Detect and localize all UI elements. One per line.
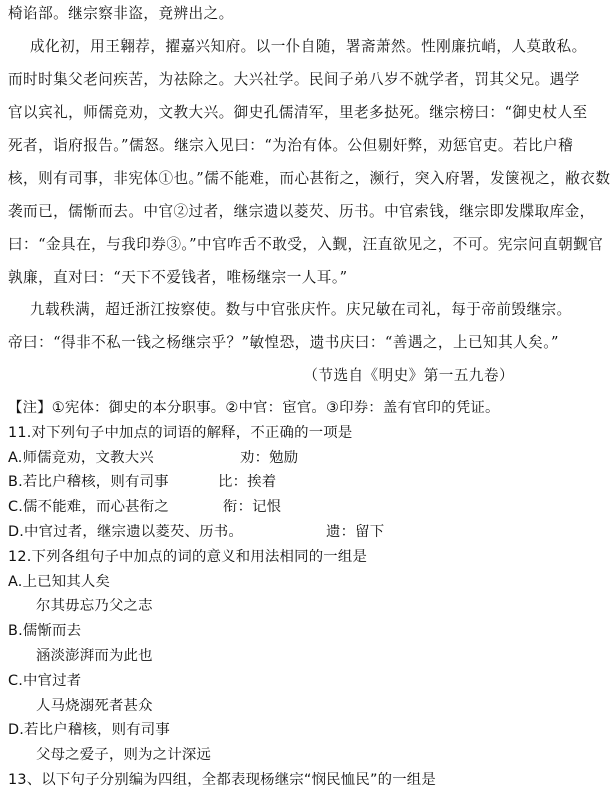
passage-line: 官以宾礼，师儒竞劝，文教大兴。御史孔儒清军，里老多挞死。继宗榜曰：“御史杖人至 [8, 104, 588, 121]
passage-line: 核，则有司事，非宪体①也。”儒不能难，而心甚衔之，濒行，突入府署，发箧视之，敝衣数 [8, 170, 610, 187]
question-11-option-c [8, 497, 544, 517]
question-11-stem: 11.对下列句子中加点的词语的解释，不正确的一项是 [8, 425, 353, 441]
passage-line: 椅谄部。继宗察非盗，竟辨出之。 [8, 5, 234, 22]
question-12-option-d: D.若比户稽核，则有司事 [8, 722, 170, 738]
option-text: D.中官过者，继宗遗以菱芡、历书。 [8, 524, 243, 540]
question-13-stem: 13、以下句子分别编为四组，全都表现杨继宗“悯民恤民”的一组是 [8, 772, 436, 788]
option-gloss: 比：挨着 [218, 474, 277, 490]
question-12-stem: 12.下列各组句子中加点的词的意义和用法相同的一组是 [8, 549, 368, 565]
option-text: C.儒不能难，而心甚衔之 [8, 499, 169, 515]
question-12-option-c-pair: 人马烧溺死者甚众 [36, 698, 153, 714]
footnote: 【注】①宪体：御史的本分职事。②中官：宦官。③印券：盖有官印的凭证。 [8, 400, 500, 416]
question-12-option-c: C.中官过者 [8, 673, 82, 689]
passage-line: 袭而已，儒惭而去。中官②过者，继宗遗以菱芡、历书。中官索钱，继宗即发牒取库金， [8, 203, 595, 220]
passage-line: 孰廉，直对曰：“天下不爱钱者，唯杨继宗一人耳。” [8, 269, 348, 286]
passage-line: 成化初，用王翱荐，擢嘉兴知府。以一仆自随，署斋萧然。性刚廉抗峭，人莫敢私。 [30, 38, 587, 55]
question-12-option-a-pair: 尔其毋忘乃父之志 [36, 598, 153, 614]
question-12-option-b: B.儒惭而去 [8, 623, 82, 639]
question-11-option-a [8, 448, 544, 468]
option-gloss: 衔：记恨 [223, 499, 282, 515]
question-12-option-d-pair: 父母之爱子，则为之计深远 [36, 747, 212, 763]
option-text: B.若比户稽核，则有司事 [8, 474, 169, 490]
passage-line: 九载秩满，超迁浙江按察使。数与中官张庆忤。庆兄敏在司礼，每于帝前毁继宗。 [30, 301, 572, 318]
option-text: A.师儒竞劝，文教大兴 [8, 450, 154, 466]
question-12-option-a: A.上已知其人矣 [8, 574, 111, 590]
option-gloss: 遗：留下 [326, 524, 385, 540]
source-citation: （节选自《明史》第一五九卷） [303, 367, 514, 384]
question-12-option-b-pair: 涵淡澎湃而为此也 [36, 648, 153, 664]
question-11-option-d [8, 522, 544, 542]
passage-line: 曰：“金具在，与我印券③。”中官咋舌不敢受，入觐，汪直欲见之，不可。宪宗问直朝觐官 [8, 236, 604, 253]
passage-line: 死者，诣府报告。”儒怒。继宗入见曰：“为治有体。公但剔奸弊，劝惩官吏。若比户稽 [8, 137, 574, 154]
passage-line: 而时时集父老问疾苦，为祛除之。大兴社学。民间子弟八岁不就学者，罚其父兄。遇学 [8, 71, 580, 88]
option-gloss: 劝：勉励 [240, 450, 299, 466]
passage-line: 帝曰：“得非不私一钱之杨继宗乎？”敏惶恐，遗书庆曰：“善遇之，上已知其人矣。” [8, 334, 559, 351]
question-11-option-b [8, 472, 544, 492]
